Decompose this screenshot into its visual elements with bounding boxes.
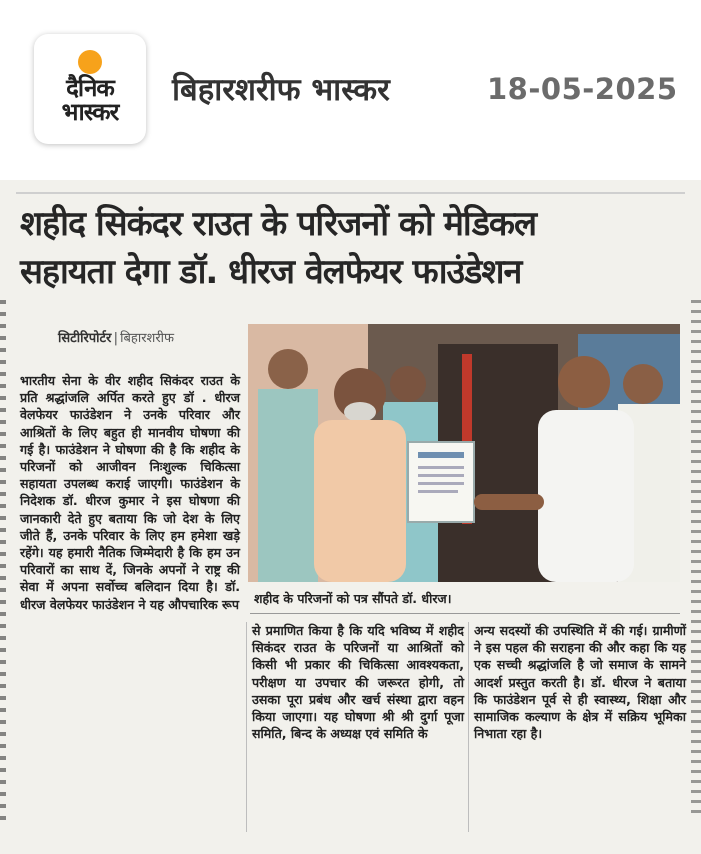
column-divider [246,622,247,832]
article-photo [248,324,680,582]
article-column-2 [252,622,464,742]
divider [16,192,685,194]
edition-title: बिहारशरीफ भास्कर [172,72,390,108]
article-column-3 [474,622,686,742]
divider [250,613,680,614]
sun-icon [78,50,102,74]
article-headline [20,200,684,296]
column-3-text: अन्य सदस्यों की उपस्थिति में की गई। ग्रामीणों ने इस पहल की सराहना की और कहा कि यह एक सच्ची श्रद्धांजलि है जो समाज के सामने आदर्श प्रस्तुत करती है। डॉ. धीरज ने बताया कि फाउंडेशन पूर्व से ही स्वास्थ्य, शिक्षा और सामाजिक कल्याण के क्षेत्र में सक्रिय भूमिका निभाता रहा है। [474,623,686,742]
photo-caption: शहीद के परिजनों को पत्र सौंपते डॉ. धीरज। [254,591,452,606]
logo-line-2: भास्कर [61,98,119,126]
byline-reporter: सिटीरिपोर्टर [58,331,112,346]
column-2-text: से प्रमाणित किया है कि यदि भविष्य में शहीद सिकंदर राउत के परिजनों या आश्रितों को किसी भी प्रकार की चिकित्सा आवश्यकता, परीक्षण या उपचार की जरूरत होगी, तो उसका पूरा प्रबंध और खर्च संस्था द्वारा वहन किया जाएगा। यह घोषणा श्री श्री दुर्गा पूजा समिति, बिन्द के अध्यक्ष एवं समिति के [252,623,464,742]
headline-line-1: शहीद सिकंदर राउत के परिजनों को मेडिकल [20,204,537,244]
byline-place: बिहारशरीफ [120,331,175,346]
article-column-1 [20,372,240,613]
column-divider [468,622,469,832]
byline-separator: | [113,331,119,346]
column-1-text: भारतीय सेना के वीर शहीद सिकंदर राउत के प्रति श्रद्धांजलि अर्पित करते हुए डॉ . धीरज वेलफेयर फाउंडेशन ने उनके परिवार और आश्रितों के लिए बहुत ही मानवीय घोषणा की गई है। फाउंडेशन ने घोषणा की है कि शहीद के परिजनों को आजीवन निःशुल्क चिकित्सा सहायता उपलब्ध कराई जाएगी। फाउंडेशन के निदेशक डॉ. धीरज कुमार ने इस घोषणा की जानकारी देते हुए बताया कि जो देश के लिए जीते हैं, उनके परिवार के लिए हम हमेशा खड़े रहेंगे। यह हमारी नैतिक जिम्मेदारी है कि हम उन परिवारों का साथ दें, जिनके अपनों ने राष्ट्र की सेवा में अपना सर्वोच्च बलिदान दिया है। डॉ. धीरज वेलफेयर फाउंडेशन ने यह औपचारिक रूप [20,373,240,612]
headline-line-2: सहायता देगा डॉ. धीरज वेलफेयर फाउंडेशन [20,252,522,292]
logo-line-1: दैनिक [66,74,114,102]
adjacent-column-edge [691,300,701,820]
publication-date: 18-05-2025 [487,72,678,106]
adjacent-column-edge [0,300,6,820]
photo-illustration [248,324,680,582]
newspaper-logo [34,34,146,144]
byline [58,328,174,346]
